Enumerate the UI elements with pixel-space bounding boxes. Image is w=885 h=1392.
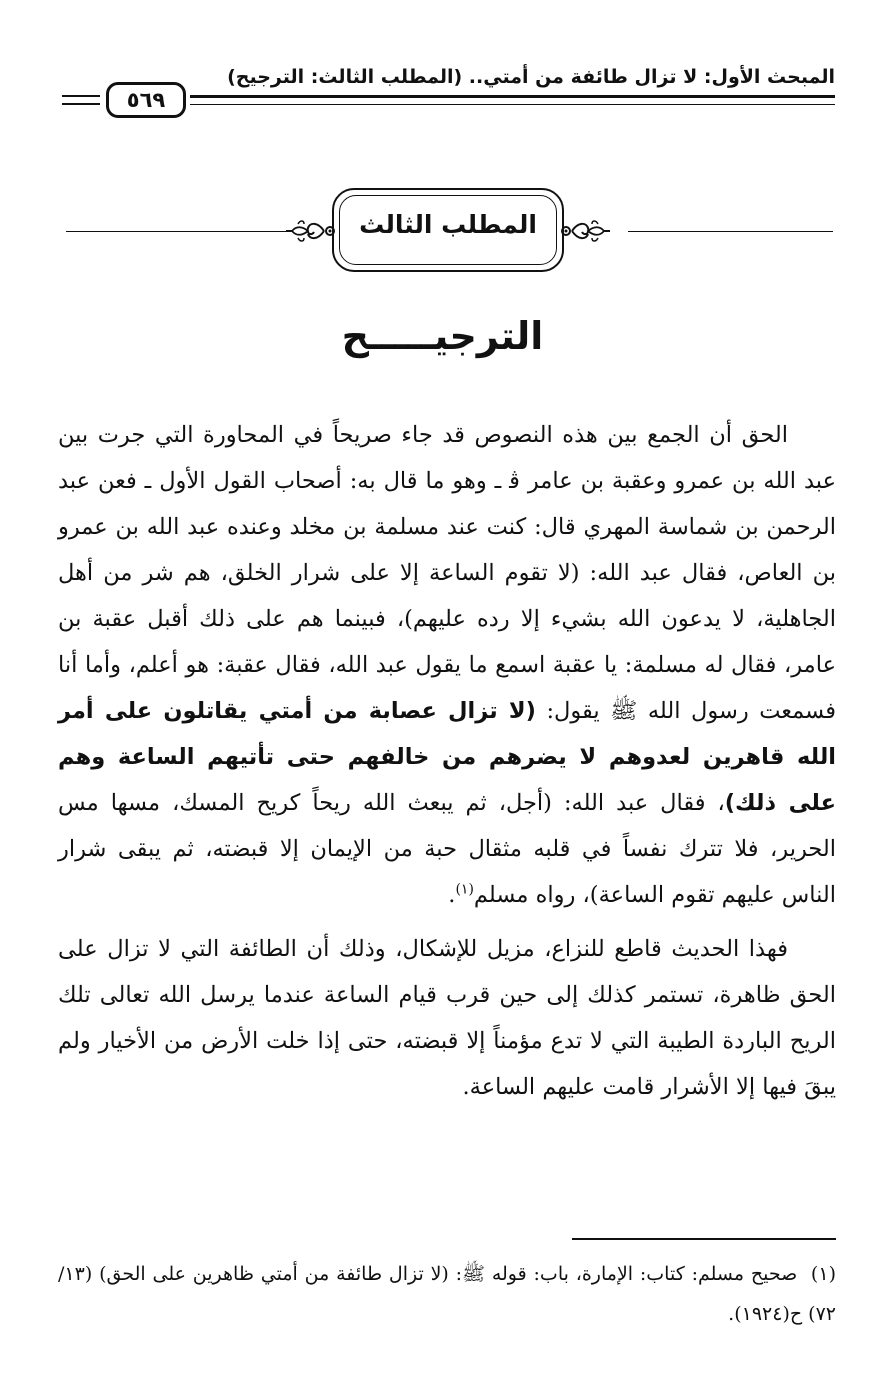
running-header-title: المبحث الأول: لا تزال طائفة من أمتي.. (المطلب الثالث: الترجيح) <box>227 66 835 88</box>
hadith-quote: (لا تزال عصابة من أمتي يقاتلون على أمر الله قاهرين لعدوهم لا يضرهم من خالفهم حتى تأتيهم الساعة وهم على ذلك) <box>58 698 836 816</box>
banner-line-left <box>66 231 288 232</box>
flourish-ornament-icon <box>560 214 612 248</box>
section-banner-title: المطلب الثالث <box>359 210 537 239</box>
main-heading: الترجيـــــح <box>341 314 544 358</box>
footnotes <box>58 1254 836 1334</box>
page-number-badge <box>62 82 188 118</box>
section-banner <box>332 188 564 272</box>
body-text <box>58 412 836 1118</box>
banner-line-right <box>628 231 833 232</box>
page-number-lines <box>62 95 100 105</box>
footnote-separator <box>572 1238 836 1240</box>
paragraph-2: فهذا الحديث قاطع للنزاع، مزيل للإشكال، وذلك أن الطائفة التي لا تزال على الحق ظاهرة، تستمر كذلك إلى حين قرب قيام الساعة عندما يرسل الله تعالى تلك الريح الباردة الطيبة التي لا تدع مؤمناً إلا قبضته، حتى إذا خلت الأرض من الأخيار ولم يبقَ فيها إلا الأشرار قامت عليهم الساعة. <box>58 936 836 1100</box>
page-number: ٥٦٩ <box>106 82 186 118</box>
footnote-item <box>58 1254 836 1334</box>
flourish-ornament-icon <box>284 214 336 248</box>
paragraph-1-intro: الحق أن الجمع بين هذه النصوص قد جاء صريحاً في المحاورة التي جرت بين عبد الله بن عمرو وعقبة بن عامر ﭬ ـ وهو ما قال به: أصحاب القول الأول ـ فعن عبد الرحمن بن شماسة المهري قال: كنت عند مسلمة بن مخلد وعنده عبد الله بن عمرو بن العاص، فقال عبد الله: (لا تقوم الساعة إلا على شرار الخلق، هم شر من أهل الجاهلية، لا يدعون الله بشيء إلا رده عليهم)، فبينما هم على ذلك أقبل عقبة بن عامر، فقال له مسلمة: يا عقبة اسمع ما يقول عبد الله، فقال عقبة: هو أعلم، وأما أنا فسمعت رسول الله ﷺ يقول: <box>58 422 836 724</box>
header-double-rule <box>190 95 835 105</box>
paragraph-1-rest: ، فقال عبد الله: (أجل، ثم يبعث الله ريحاً كريح المسك، مسها مس الحرير، فلا تترك نفساً في قلبه مثقال حبة من الإيمان إلا قبضته، ثم يبقى شرار الناس عليهم تقوم الساعة)، رواه مسلم <box>58 790 836 908</box>
paragraph-1 <box>58 412 836 918</box>
paragraph-1-end: . <box>448 882 456 908</box>
footnote-text: صحيح مسلم: كتاب: الإمارة، باب: قوله ﷺ: (لا تزال طائفة من أمتي ظاهرين على الحق) (١٣/ ٧٢) ح(١٩٢٤). <box>58 1263 836 1325</box>
footnote-marker: (١) <box>810 1263 836 1285</box>
footnote-reference[interactable]: (١) <box>455 881 474 898</box>
